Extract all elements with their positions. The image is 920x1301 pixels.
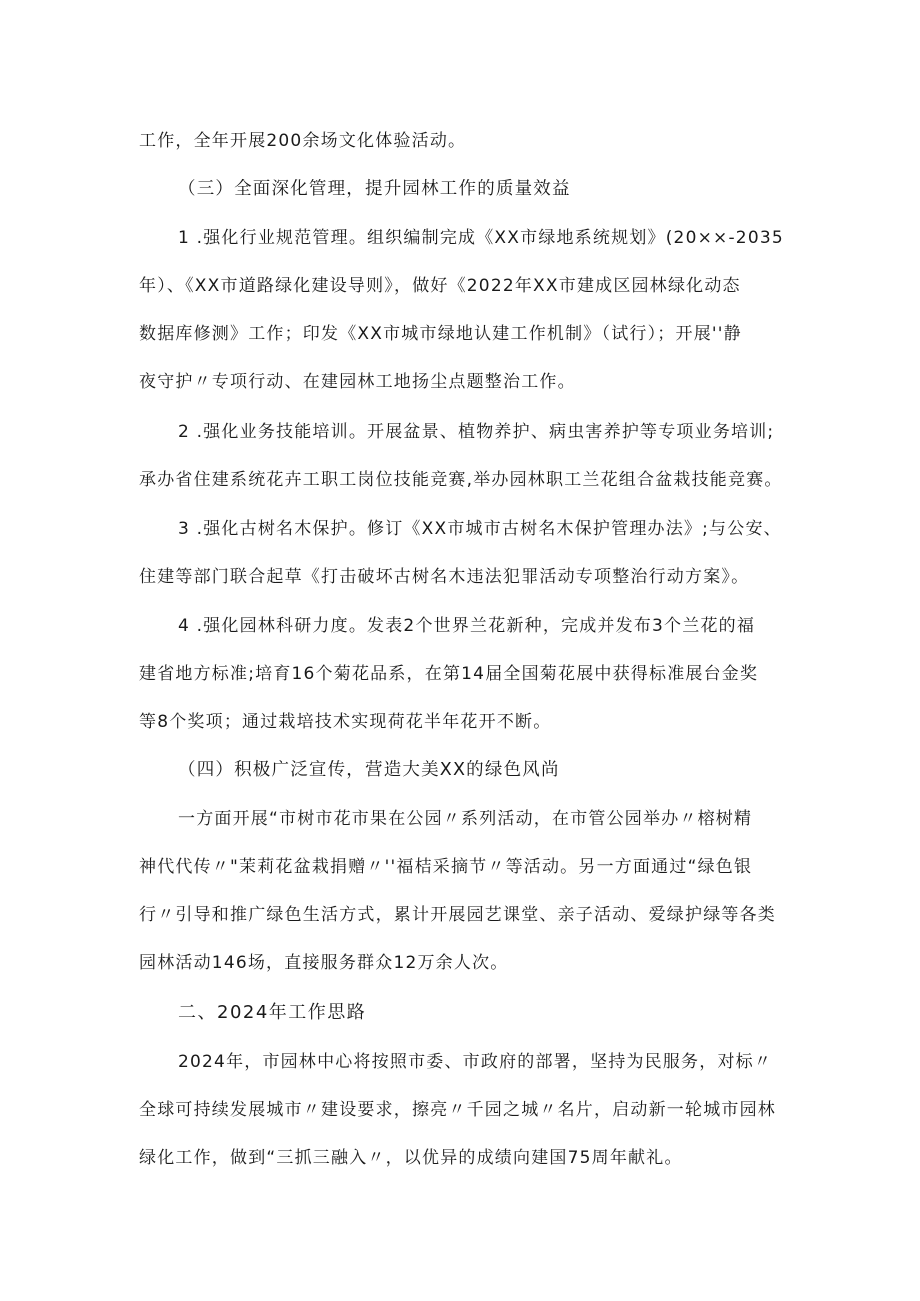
paragraph-line: 住建等部门联合起草《打击破坏古树名木违法犯罪活动专项整治行动方案》。 — [139, 567, 750, 587]
paragraph-line: 2024年，市园林中心将按照市委、市政府的部署，坚持为民服务，对标〃 — [178, 1052, 773, 1072]
paragraph-line: 1 .强化行业规范管理。组织编制完成《XX市绿地系统规划》(20××-2035 — [178, 228, 784, 248]
paragraph-line: 建省地方标准;培育16个菊花品系，在第14届全国菊花展中获得标准展台金奖 — [139, 664, 759, 684]
paragraph-line: 3 .强化古树名木保护。修订《XX市城市古树名木保护管理办法》;与公安、 — [178, 519, 782, 539]
paragraph-line: 绿化工作，做到“三抓三融入〃，以优异的成绩向建国75周年献礼。 — [139, 1148, 683, 1168]
paragraph-line: 园林活动146场，直接服务群众12万余人次。 — [139, 953, 509, 973]
subsection-heading: （四）积极广泛宣传，营造大美XX的绿色风尚 — [178, 760, 560, 780]
paragraph-line: 夜守护〃专项行动、在建园林工地扬尘点题整治工作。 — [139, 372, 576, 392]
paragraph-line: 4 .强化园林科研力度。发表2个世界兰花新种，完成并发布3个兰花的福 — [178, 616, 756, 636]
paragraph-line: 神代代传〃"茉莉花盆栽捐赠〃''福桔采摘节〃等活动。另一方面通过“绿色银 — [139, 857, 753, 877]
paragraph-line: 工作，全年开展200余场文化体验活动。 — [139, 131, 467, 151]
paragraph-line: 等8个奖项；通过栽培技术实现荷花半年花开不断。 — [139, 712, 552, 732]
paragraph-line: 2 .强化业务技能培训。开展盆景、植物养护、病虫害养护等专项业务培训; — [178, 422, 775, 442]
subsection-heading: （三）全面深化管理，提升园林工作的质量效益 — [178, 179, 571, 199]
paragraph-line: 一方面开展“市树市花市果在公园〃系列活动，在市管公园举办〃榕树精 — [178, 809, 753, 829]
section-title: 二、2024年工作思路 — [178, 1002, 367, 1023]
paragraph-line: 数据库修测》工作；印发《XX市城市绿地认建工作机制》（试行）；开展''静 — [139, 324, 742, 344]
paragraph-line: 行〃引导和推广绿色生活方式，累计开展园艺课堂、亲子活动、爱绿护绿等各类 — [139, 905, 776, 925]
paragraph-line: 承办省住建系统花卉工职工岗位技能竞赛,举办园林职工兰花组合盆栽技能竞赛。 — [139, 470, 783, 490]
paragraph-line: 全球可持续发展城市〃建设要求，擦亮〃千园之城〃名片，启动新一轮城市园林 — [139, 1100, 776, 1120]
paragraph-line: 年）、《XX市道路绿化建设导则》，做好《2022年XX市建成区园林绿化动态 — [139, 276, 741, 296]
